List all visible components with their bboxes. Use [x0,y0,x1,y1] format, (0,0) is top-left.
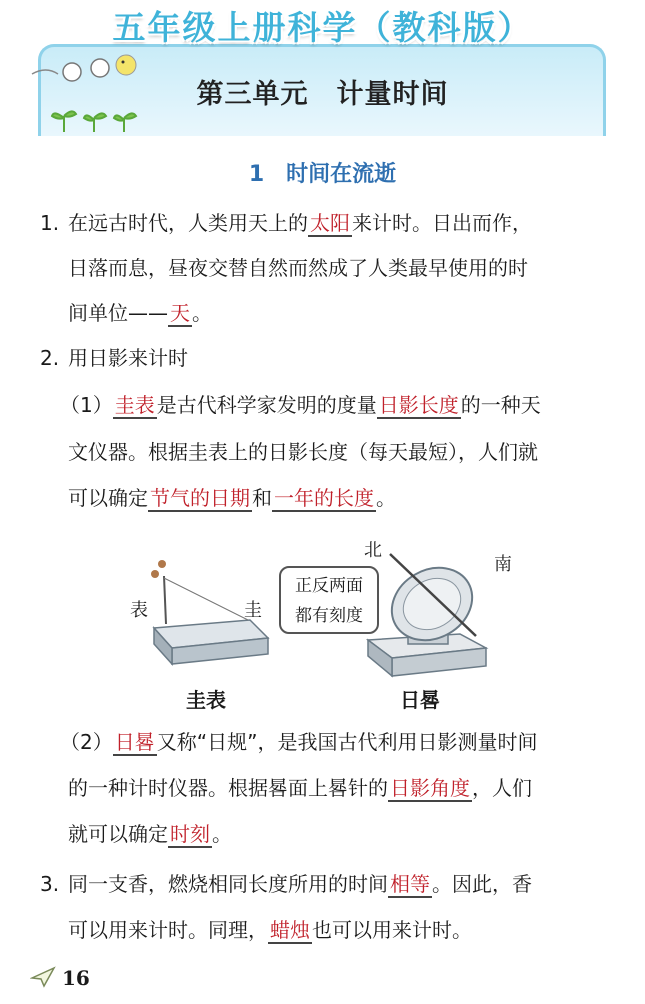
q2-p1-line2: 文仪器。根据圭表上的日影长度（每天最短），人们就 [68,440,538,464]
rigui-illustration [360,548,495,678]
rigui-caption: 日晷 [400,688,440,712]
answer-rigui: 日晷 [114,730,155,754]
chick-decoration-icon [28,52,138,86]
q2-p2-line1: （2） 日晷 又称“日规”，是我国古代利用日影测量时间 [60,730,538,754]
q3-line1: 同一支香，燃烧相同长度所用的时间 相等 。因此，香 [68,872,532,896]
answer-riying-changdu: 日影长度 [378,393,459,417]
answer-jieqi-riqi: 节气的日期 [150,486,250,510]
answer-shike: 时刻 [170,822,210,846]
lesson-title: 1 时间在流逝 [248,162,397,187]
answer-riying-jiaodu: 日影角度 [390,776,470,800]
guibiao-caption: 圭表 [186,688,226,712]
q3-number: 3. [40,872,60,896]
north-label: 北 [364,540,382,561]
book-title: 五年级上册科学（教科版） [112,8,533,47]
sprout-decoration-icon [50,104,140,134]
callout-bubble: 正反两面 都有刻度 [279,566,379,634]
answer-guibiao: 圭表 [114,393,155,417]
q1-line1: 在远古时代，人类用天上的 太阳 来计时。日出而作， [68,211,532,235]
page-number: 16 [62,966,90,990]
answer-xiangdeng: 相等 [390,872,430,896]
q2-number: 2. [40,346,60,370]
q2-p2-line2: 的一种计时仪器。根据晷面上晷针的 日影角度 ，人们 [68,776,532,800]
q2-p1-line3: 可以确定 节气的日期 和 一年的长度 。 [68,486,396,510]
answer-tian: 天 [170,301,190,325]
paper-plane-icon [30,966,56,988]
q2-p1-line1: （1） 圭表 是古代科学家发明的度量 日影长度 的一种天 [60,393,541,417]
gui-label: 圭 [244,600,262,621]
answer-yinian-changdu: 一年的长度 [274,486,374,510]
q1-line3: 间单位—— 天 。 [68,301,212,325]
south-label: 南 [494,554,512,575]
q2-heading: 用日影来计时 [68,346,188,370]
q2-p2-line3: 就可以确定 时刻 。 [68,822,232,846]
q3-line2: 可以用来计时。同理， 蜡烛 也可以用来计时。 [68,918,472,942]
answer-lazhu: 蜡烛 [270,918,310,942]
answer-taiyang: 太阳 [310,211,350,235]
q1-line2: 日落而息，昼夜交替自然而然成了人类最早使用的时 [68,256,528,280]
q1-number: 1. [40,211,60,235]
unit-title: 第三单元 计量时间 [196,79,449,110]
biao-label: 表 [130,600,148,621]
